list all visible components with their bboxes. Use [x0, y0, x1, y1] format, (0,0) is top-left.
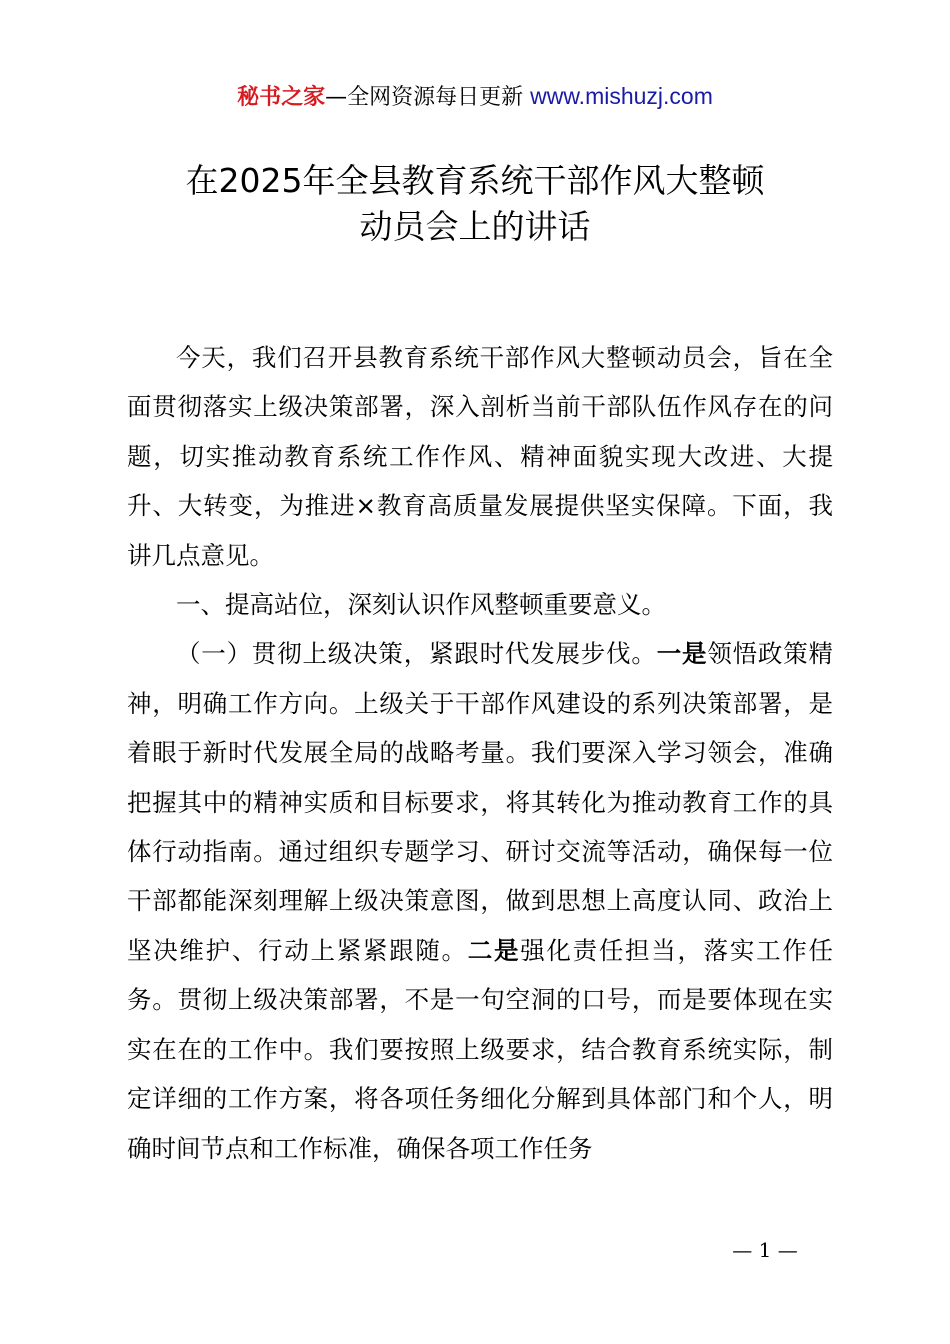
point-marker-1: 一是 [656, 639, 708, 669]
title-line-2: 动员会上的讲话 [359, 207, 591, 246]
intro-paragraph: 今天，我们召开县教育系统干部作风大整顿动员会，旨在全面贯彻落实上级决策部署，深入剖析当前干部队伍作风存在的问题，切实推动教育系统工作作风、精神面貌实现大改进、大提升、大转变，为推进×教育高质量发展提供坚实保障。下面，我讲几点意见。 [127, 343, 833, 570]
section-heading-1: 一、提高站位，深刻认识作风整顿重要意义。 [176, 590, 666, 620]
header-tagline: —全网资源每日更新 [325, 85, 524, 110]
document-title [0, 158, 950, 250]
site-header [0, 80, 950, 114]
point-text-1: 领悟政策精神，明确工作方向。上级关于干部作风建设的系列决策部署，是着眼于新时代发展全局的战略考量。我们要深入学习领会，准确把握其中的精神实质和目标要求，将其转化为推动教育工作的具体行动指南。通过组织专题学习、研讨交流等活动，确保每一位干部都能深刻理解上级决策意图，做到思想上高度认同、政治上坚决维护、行动上紧紧跟随。 [127, 639, 834, 965]
brand-name: 秘书之家 [237, 85, 326, 110]
point-text-2: 强化责任担当，落实工作任务。贯彻上级决策部署，不是一句空洞的口号，而是要体现在实实在在的工作中。我们要按照上级要求，结合教育系统实际，制定详细的工作方案，将各项任务细化分解到具体部门和个人，明确时间节点和工作标准，确保各项工作任务 [127, 935, 834, 1163]
subsection-paragraph-1 [127, 629, 833, 1172]
site-url-link[interactable]: www.mishuzj.com [530, 83, 713, 109]
point-marker-2: 二是 [467, 935, 521, 965]
document-body [127, 333, 833, 1173]
subsection-heading: （一）贯彻上级决策，紧跟时代发展步伐。 [176, 639, 657, 669]
page-number: — 1 — [732, 1238, 798, 1262]
title-line-1: 在2025年全县教育系统干部作风大整顿 [185, 161, 765, 200]
